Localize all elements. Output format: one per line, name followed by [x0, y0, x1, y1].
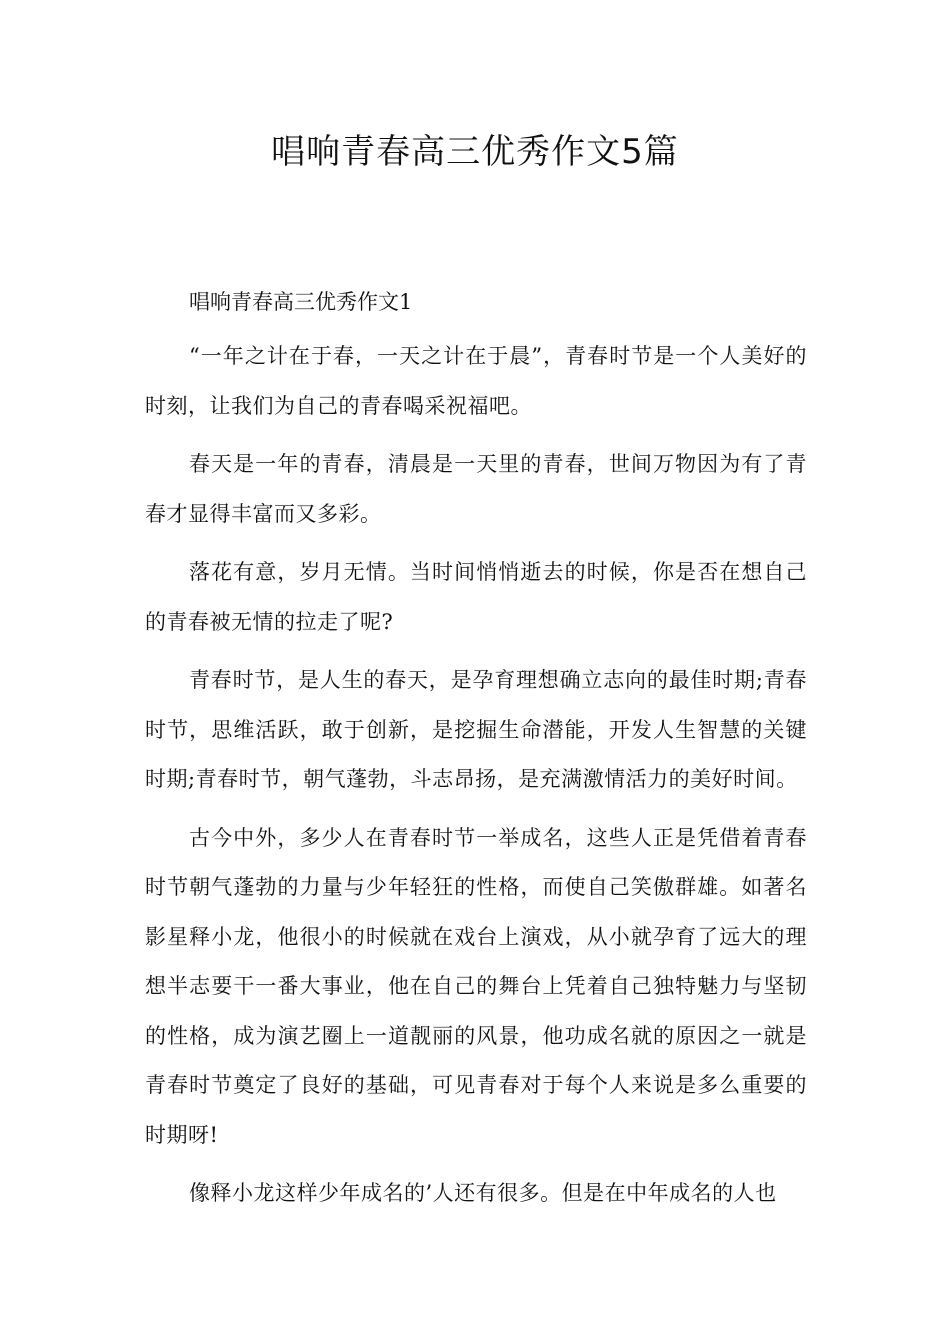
- paragraph-5: 古今中外，多少人在青春时节一举成名，这些人正是凭借着青春时节朝气蓬勃的力量与少年轻狂的性格，而使自己笑傲群雄。如著名影星释小龙，他很小的时候就在戏台上演戏，从小就孕育了远大的理想半志要干一番大事业，他在自己的舞台上凭着自己独特魅力与坚韧的性格，成为演艺圈上一道靓丽的风景，他功成名就的原因之一就是青春时节奠定了良好的基础，可见青春对于每个人来说是多么重要的时期呀!: [145, 825, 807, 1147]
- document-body: [145, 282, 807, 1228]
- paragraph-4: 青春时节，是人生的春天，是孕育理想确立志向的最佳时期;青春时节，思维活跃，敢于创新，是挖掘生命潜能，开发人生智慧的关键时期;青春时节，朝气蓬勃，斗志昂扬，是充满激情活力的美好时间。: [145, 668, 807, 791]
- section-heading: 唱响青春高三优秀作文1: [189, 290, 413, 314]
- paragraph-6: 像释小龙这样少年成名的’人还有很多。但是在中年成名的人也: [189, 1181, 777, 1205]
- paragraph-2: 春天是一年的青春，清晨是一天里的青春，世间万物因为有了青春才显得丰富而又多彩。: [145, 452, 807, 526]
- document-title: 唱响青春高三优秀作文5篇: [271, 132, 679, 172]
- paragraph-3: 落花有意，岁月无情。当时间悄悄逝去的时候，你是否在想自己的青春被无情的拉走了呢?: [145, 560, 807, 634]
- paragraph-1: “一年之计在于春，一天之计在于晨”，青春时节是一个人美好的时刻，让我们为自己的青春喝采祝福吧。: [145, 344, 807, 418]
